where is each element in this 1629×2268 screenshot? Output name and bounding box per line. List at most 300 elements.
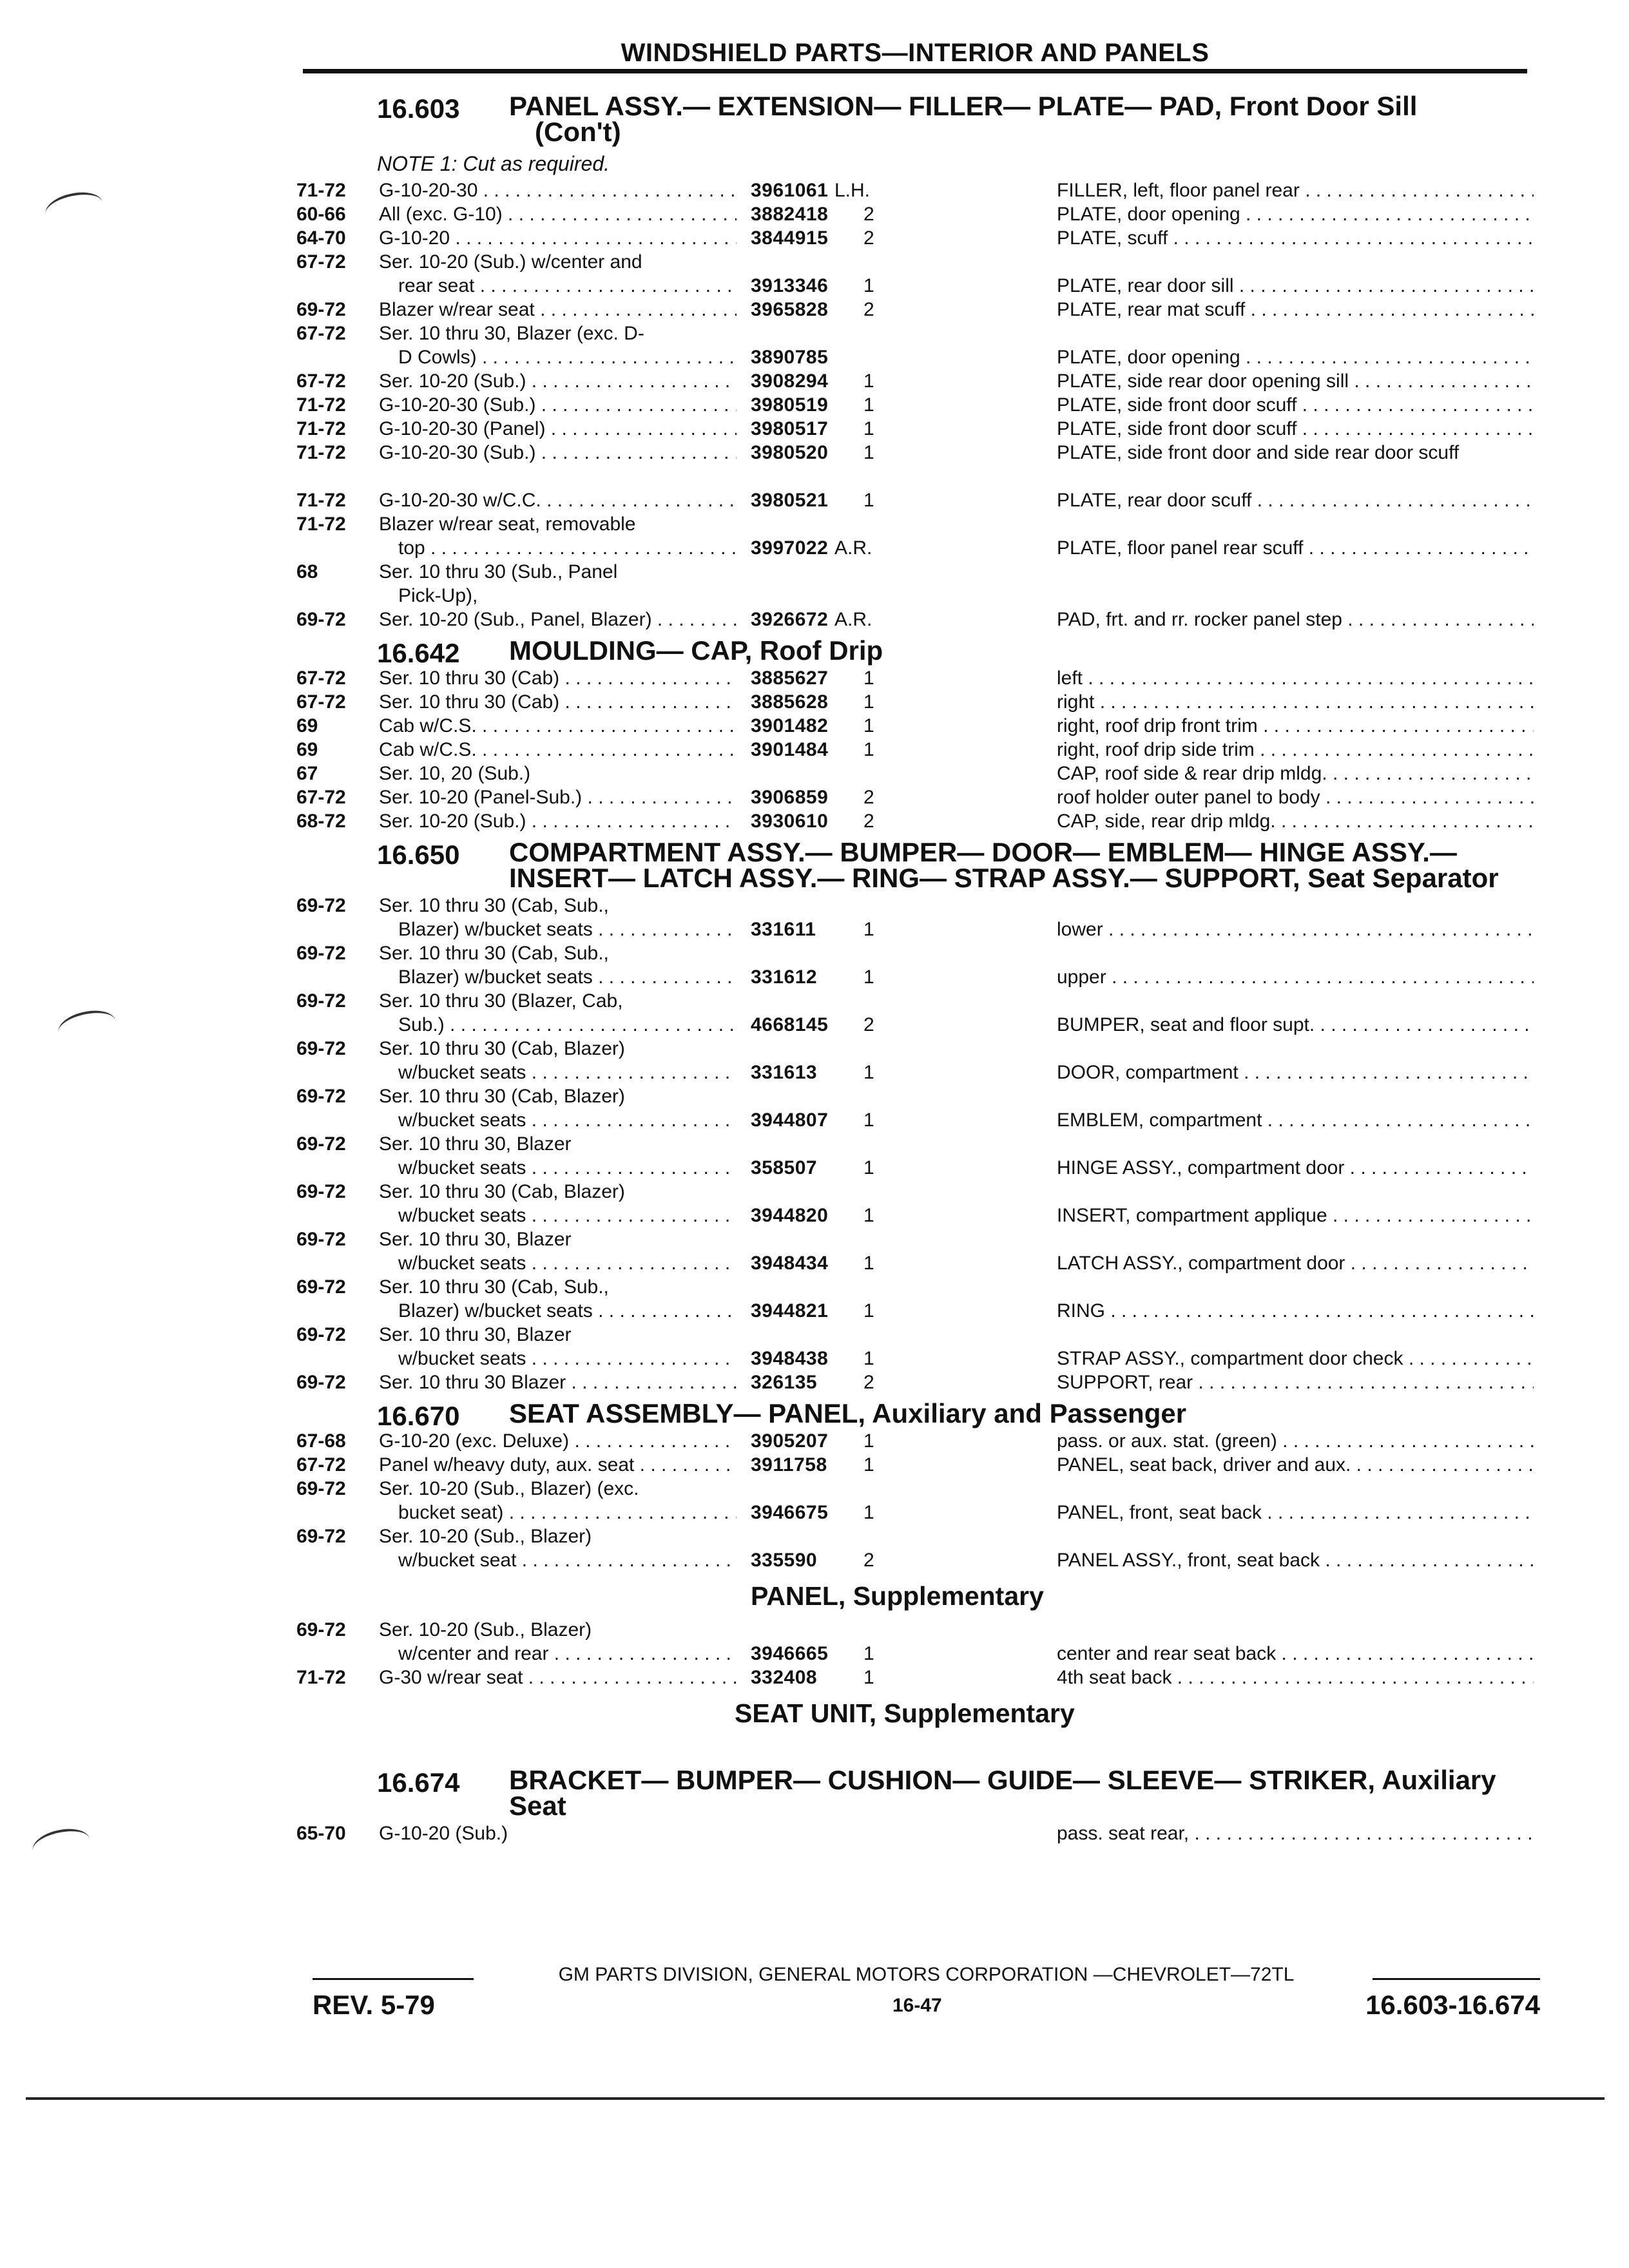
table-row (296, 1453, 1540, 1477)
application-description (379, 1084, 1023, 1132)
footer-rule-left (313, 1978, 474, 1980)
part-name: PLATE, side front door scuff . . . (1057, 417, 1534, 441)
application-description (379, 738, 1023, 762)
application-description (379, 714, 1023, 738)
section-heading (296, 1398, 1540, 1431)
application-line: rear seat . . . (379, 274, 737, 298)
application-description (379, 393, 1023, 417)
application-description (379, 666, 1023, 690)
part-name: PLATE, rear mat scuff . . . (1057, 298, 1534, 322)
application-line: Blazer) w/bucket seats . . . (379, 918, 737, 941)
application-line: G-10-20-30 (Sub.) . . . (379, 441, 737, 465)
model-years: 69-72 (296, 1526, 346, 1547)
part-number: 331611 (751, 919, 816, 940)
part-number: 3980517 (751, 418, 829, 439)
part-name: left . . . (1057, 666, 1534, 690)
footer-rule-right (1373, 1978, 1540, 1980)
model-years: 69-72 (296, 1086, 346, 1107)
model-years: 69-72 (296, 1276, 346, 1298)
model-years: 71-72 (296, 490, 346, 511)
quantity: 2 (863, 1550, 874, 1571)
application-description (379, 226, 1023, 250)
part-name: PLATE, side front door and side rear door scuff (1057, 442, 1460, 463)
application-line: Ser. 10, 20 (Sub.) (379, 763, 531, 784)
application-line: Ser. 10 thru 30, Blazer (exc. D- (379, 323, 644, 344)
part-name: lower . . . (1057, 918, 1534, 941)
section-heading (296, 837, 1540, 893)
quantity: 1 (863, 370, 874, 392)
part-name: right . . . (1057, 690, 1534, 714)
table-row (296, 894, 1540, 941)
table-row (296, 178, 1540, 202)
model-years: 67-72 (296, 668, 346, 689)
application-line: w/bucket seats . . . (379, 1347, 737, 1370)
section-range: 16.603-16.674 (1365, 1990, 1540, 2020)
application-line: Blazer w/rear seat . . . (379, 298, 737, 322)
table-row (296, 1821, 1540, 1845)
table-row (296, 369, 1540, 393)
part-number: 3948438 (751, 1348, 829, 1369)
model-years: 69-72 (296, 1229, 346, 1250)
model-years: 69 (296, 715, 318, 736)
application-description (379, 1180, 1023, 1227)
table-row (296, 809, 1540, 833)
part-name: PANEL ASSY., front, seat back . . . (1057, 1548, 1534, 1572)
part-number: 3926672 (751, 609, 829, 630)
application-line: Ser. 10 thru 30 (Cab, Sub., (379, 943, 609, 964)
application-description (379, 1477, 1023, 1524)
application-line: Cab w/C.S. . . . (379, 738, 737, 762)
quantity: 1 (863, 1253, 874, 1274)
table-row (296, 1524, 1540, 1572)
application-line: Ser. 10-20 (Sub., Blazer) (exc. (379, 1478, 639, 1499)
table-row (296, 762, 1540, 785)
table-row (296, 690, 1540, 714)
part-name: PANEL, front, seat back . . . (1057, 1501, 1534, 1524)
application-line: Ser. 10 thru 30 Blazer . . . (379, 1370, 737, 1394)
application-description (379, 488, 1023, 512)
quantity: 1 (863, 691, 874, 713)
model-years: 65-70 (296, 1823, 346, 1844)
quantity: 1 (863, 715, 874, 736)
section-rows (296, 1821, 1540, 1845)
section-rows (296, 1429, 1540, 1572)
application-line: Ser. 10 thru 30, Blazer (379, 1229, 572, 1250)
quantity: 1 (863, 1502, 874, 1523)
part-number: 3980519 (751, 394, 829, 416)
table-row (296, 560, 1540, 608)
part-number: 3948434 (751, 1253, 829, 1274)
application-line: w/bucket seats . . . (379, 1061, 737, 1084)
page-header (303, 39, 1527, 73)
part-number: 3911758 (751, 1454, 827, 1475)
application-line: Blazer) w/bucket seats . . . (379, 1299, 737, 1323)
table-row (296, 226, 1540, 250)
application-line: Ser. 10 thru 30 (Cab, Blazer) (379, 1181, 625, 1202)
sub-heading: PANEL, Supplementary (751, 1581, 1044, 1611)
model-years: 60-66 (296, 204, 346, 225)
quantity: 2 (863, 299, 874, 320)
table-row (296, 441, 1540, 488)
application-line: G-10-20 (exc. Deluxe) . . . (379, 1429, 737, 1453)
model-years: 68-72 (296, 811, 346, 832)
footer-row (313, 1990, 1540, 2023)
model-years: 69-72 (296, 609, 346, 630)
table-row (296, 1323, 1540, 1370)
application-description (379, 1370, 1023, 1394)
application-line: Ser. 10-20 (Sub., Panel, Blazer) . . . (379, 608, 737, 631)
part-number: 332408 (751, 1667, 818, 1688)
application-line: D Cowls) . . . (379, 345, 737, 369)
application-line: Pick-Up), (398, 585, 478, 606)
quantity: 2 (863, 811, 874, 832)
quantity: 1 (863, 966, 874, 988)
section-rows (296, 894, 1540, 1394)
quantity: 2 (863, 1014, 874, 1035)
part-name: PLATE, door opening . . . (1057, 345, 1534, 369)
model-years: 67-72 (296, 1454, 346, 1475)
application-description (379, 1821, 1023, 1845)
page-number: 16-47 (892, 1995, 942, 2016)
application-description (379, 298, 1023, 322)
quantity: 1 (863, 1157, 874, 1178)
quantity: 1 (863, 1454, 874, 1475)
quantity: 1 (863, 1062, 874, 1083)
application-line: Ser. 10 thru 30 (Sub., Panel (379, 561, 618, 582)
section-number: 16.670 (377, 1401, 460, 1431)
table-row (296, 1429, 1540, 1453)
application-line: Ser. 10 thru 30 (Cab) . . . (379, 666, 737, 690)
model-years: 69-72 (296, 1619, 346, 1640)
part-name: PANEL, seat back, driver and aux. . . . (1057, 1453, 1534, 1477)
application-line: Ser. 10 thru 30 (Blazer, Cab, (379, 990, 623, 1012)
table-row (296, 1227, 1540, 1275)
quantity: 1 (863, 1110, 874, 1131)
quantity: 1 (863, 668, 874, 689)
application-description (379, 762, 1023, 785)
model-years: 69-72 (296, 1038, 346, 1059)
quantity: 1 (863, 1205, 874, 1226)
application-line: G-10-20-30 w/C.C. . . . (379, 488, 737, 512)
model-years: 71-72 (296, 514, 346, 535)
model-years: 71-72 (296, 1667, 346, 1688)
application-description (379, 322, 1023, 369)
footer-publisher: GM PARTS DIVISION, GENERAL MOTORS CORPORATION —CHEVROLET—72TL (558, 1964, 1295, 1985)
application-line: Ser. 10-20 (Sub.) w/center and (379, 251, 642, 273)
model-years: 69-72 (296, 1181, 346, 1202)
part-number: 326135 (751, 1372, 818, 1393)
application-line: w/bucket seats . . . (379, 1251, 737, 1275)
header-rule (303, 69, 1527, 73)
quantity: A.R. (834, 537, 872, 559)
part-name: SUPPORT, rear . . . (1057, 1370, 1534, 1394)
table-row (296, 393, 1540, 417)
section-heading (296, 1767, 1540, 1819)
part-number: 3965828 (751, 299, 829, 320)
model-years: 67 (296, 763, 318, 784)
model-years: 69-72 (296, 1324, 346, 1345)
section-number: 16.650 (377, 840, 460, 870)
table-row (296, 666, 1540, 690)
bottom-rule (26, 2097, 1605, 2100)
table-row (296, 1618, 1540, 1666)
application-description (379, 785, 1023, 809)
model-years: 69-72 (296, 1133, 346, 1155)
application-description (379, 690, 1023, 714)
parts-list (296, 93, 1540, 1845)
quantity: A.R. (834, 609, 872, 630)
part-name: PLATE, rear door sill . . . (1057, 274, 1534, 298)
part-number: 3944807 (751, 1110, 829, 1131)
application-line: G-10-20-30 (Sub.) . . . (379, 393, 737, 417)
quantity: 1 (863, 418, 874, 439)
application-line: All (exc. G-10) . . . (379, 202, 737, 226)
part-number: 3997022 (751, 537, 829, 559)
table-row (296, 322, 1540, 369)
application-description (379, 1227, 1023, 1275)
part-name: INSERT, compartment applique . . . (1057, 1204, 1534, 1227)
application-description (379, 1132, 1023, 1180)
application-line: Blazer) w/bucket seats . . . (379, 965, 737, 989)
application-description (379, 441, 1023, 465)
application-description (379, 202, 1023, 226)
part-number: 331613 (751, 1062, 818, 1083)
application-description (379, 941, 1023, 989)
application-line: bucket seat) . . . (379, 1501, 737, 1524)
table-row (296, 608, 1540, 631)
application-line: Ser. 10 thru 30 (Cab, Sub., (379, 895, 609, 916)
application-line: w/bucket seats . . . (379, 1156, 737, 1180)
part-name: BUMPER, seat and floor supt. . . . (1057, 1013, 1534, 1037)
part-name: LATCH ASSY., compartment door . . . (1057, 1251, 1534, 1275)
table-row (296, 1666, 1540, 1689)
table-row (296, 512, 1540, 560)
model-years: 67-72 (296, 691, 346, 713)
table-row (296, 1477, 1540, 1524)
section-rows (296, 178, 1540, 631)
model-years: 67-72 (296, 787, 346, 808)
footer-publisher-line (313, 1964, 1540, 1986)
part-name: roof holder outer panel to body . . . (1057, 785, 1534, 809)
application-line: G-10-20-30 (Panel) . . . (379, 417, 737, 441)
part-number: 3906859 (751, 787, 829, 808)
part-number: 4668145 (751, 1014, 829, 1035)
section-title: MOULDING— CAP, Roof Drip (509, 635, 883, 666)
part-number: 3844915 (751, 227, 829, 249)
application-line: Ser. 10-20 (Sub., Blazer) (379, 1526, 592, 1547)
table-row (296, 417, 1540, 441)
model-years: 64-70 (296, 227, 346, 249)
quantity: 1 (863, 1643, 874, 1664)
section-number: 16.642 (377, 638, 460, 668)
part-name: EMBLEM, compartment . . . (1057, 1108, 1534, 1132)
quantity: 1 (863, 275, 874, 296)
application-description (379, 1275, 1023, 1323)
part-name: HINGE ASSY., compartment door . . . (1057, 1156, 1534, 1180)
table-row (296, 714, 1540, 738)
part-name: PAD, frt. and rr. rocker panel step . . . (1057, 608, 1534, 631)
revision-label: REV. 5-79 (313, 1990, 435, 2020)
quantity: 1 (863, 1667, 874, 1688)
part-name: DOOR, compartment . . . (1057, 1061, 1534, 1084)
application-description (379, 512, 1023, 560)
table-row (296, 202, 1540, 226)
table-row (296, 1370, 1540, 1394)
section-title: BRACKET— BUMPER— CUSHION— GUIDE— SLEEVE— STRIKER, Auxiliary Seat (509, 1765, 1496, 1821)
quantity: 1 (863, 442, 874, 463)
part-number: 3908294 (751, 370, 829, 392)
part-number: 3961061 (751, 180, 829, 201)
application-line: Ser. 10 thru 30 (Cab, Sub., (379, 1276, 609, 1298)
application-line: Ser. 10-20 (Sub., Blazer) (379, 1619, 592, 1640)
part-number: 3980520 (751, 442, 829, 463)
part-name: FILLER, left, floor panel rear . . . (1057, 178, 1534, 202)
application-description (379, 250, 1023, 298)
binder-hole-bottom (30, 1824, 93, 1865)
part-number: 3930610 (751, 811, 829, 832)
part-name: PLATE, rear door scuff . . . (1057, 488, 1534, 512)
section-title: SEAT ASSEMBLY— PANEL, Auxiliary and Passenger (509, 1398, 1187, 1428)
application-line: Ser. 10-20 (Sub.) . . . (379, 369, 737, 393)
binder-hole-top (43, 187, 106, 229)
model-years: 68 (296, 561, 318, 582)
model-years: 67-72 (296, 323, 346, 344)
application-description (379, 1453, 1023, 1477)
section-heading (296, 93, 1540, 145)
application-line: Ser. 10-20 (Sub.) . . . (379, 809, 737, 833)
application-line: G-10-20 . . . (379, 226, 737, 250)
part-name: PLATE, side rear door opening sill . . . (1057, 369, 1534, 393)
model-years: 69-72 (296, 990, 346, 1012)
part-name: upper . . . (1057, 965, 1534, 989)
table-row (296, 488, 1540, 512)
part-number: 3885628 (751, 691, 829, 713)
model-years: 71-72 (296, 394, 346, 416)
part-name: PLATE, door opening . . . (1057, 202, 1534, 226)
application-description (379, 989, 1023, 1037)
part-number: 3890785 (751, 347, 829, 368)
application-line: Ser. 10 thru 30 (Cab) . . . (379, 690, 737, 714)
model-years: 69-72 (296, 1478, 346, 1499)
quantity: 1 (863, 1430, 874, 1452)
application-line: w/center and rear . . . (379, 1642, 737, 1666)
part-number: 3946665 (751, 1643, 829, 1664)
application-description (379, 1323, 1023, 1370)
table-row (296, 298, 1540, 322)
section-heading (296, 635, 1540, 668)
section-rows (296, 666, 1540, 833)
quantity: 1 (863, 919, 874, 940)
application-line: G-30 w/rear seat . . . (379, 1666, 737, 1689)
model-years: 69-72 (296, 895, 346, 916)
part-name: PLATE, side front door scuff . . . (1057, 393, 1534, 417)
application-line: Cab w/C.S. . . . (379, 714, 737, 738)
table-row (296, 250, 1540, 298)
application-line: w/bucket seat . . . (379, 1548, 737, 1572)
part-name: CAP, roof side & rear drip mldg. . . . (1057, 762, 1534, 785)
part-number: 3901484 (751, 739, 829, 760)
part-name: right, roof drip front trim . . . (1057, 714, 1534, 738)
part-name: center and rear seat back . . . (1057, 1642, 1534, 1666)
table-row (296, 1132, 1540, 1180)
model-years: 69-72 (296, 1372, 346, 1393)
application-description (379, 560, 1023, 608)
section-subtitle: (Con't) (535, 117, 621, 147)
sub-section-rows (296, 1618, 1540, 1689)
table-row (296, 785, 1540, 809)
application-description (379, 608, 1023, 631)
model-years: 71-72 (296, 442, 346, 463)
part-number: 3944821 (751, 1300, 829, 1321)
application-description (379, 894, 1023, 941)
application-description (379, 1666, 1023, 1689)
part-name: 4th seat back . . . (1057, 1666, 1534, 1689)
application-description (379, 1524, 1023, 1572)
application-description (379, 369, 1023, 393)
part-number: 3882418 (751, 204, 829, 225)
application-description (379, 417, 1023, 441)
application-line: G-10-20 (Sub.) (379, 1823, 508, 1844)
application-line: Ser. 10 thru 30, Blazer (379, 1324, 572, 1345)
application-description (379, 1429, 1023, 1453)
application-line: Ser. 10 thru 30 (Cab, Blazer) (379, 1086, 625, 1107)
application-line: Ser. 10 thru 30, Blazer (379, 1133, 572, 1155)
model-years: 67-68 (296, 1430, 346, 1452)
part-number: 3901482 (751, 715, 829, 736)
part-name: PLATE, floor panel rear scuff . . . (1057, 536, 1534, 560)
part-number: 3980521 (751, 490, 829, 511)
part-number: 3944820 (751, 1205, 829, 1226)
model-years: 71-72 (296, 418, 346, 439)
model-years: 69-72 (296, 943, 346, 964)
application-line: top . . . (379, 536, 737, 560)
part-name: pass. seat rear, . . . (1057, 1821, 1534, 1845)
table-row (296, 941, 1540, 989)
section-number: 16.603 (377, 93, 460, 124)
part-number: 3913346 (751, 275, 829, 296)
application-description (379, 1037, 1023, 1084)
page-title: WINDSHIELD PARTS—INTERIOR AND PANELS (621, 39, 1210, 67)
application-line: Sub.) . . . (379, 1013, 737, 1037)
quantity: L.H. (834, 180, 871, 201)
table-row (296, 1275, 1540, 1323)
application-description (379, 809, 1023, 833)
quantity: 2 (863, 204, 874, 225)
part-number: 335590 (751, 1550, 818, 1571)
part-name: CAP, side, rear drip mldg. . . . (1057, 809, 1534, 833)
application-line: Blazer w/rear seat, removable (379, 514, 636, 535)
part-number: 3946675 (751, 1502, 829, 1523)
page-footer (313, 1964, 1540, 2023)
quantity: 1 (863, 490, 874, 511)
part-name: pass. or aux. stat. (green) . . . (1057, 1429, 1534, 1453)
model-years: 69-72 (296, 299, 346, 320)
table-row (296, 738, 1540, 762)
section-number: 16.674 (377, 1767, 460, 1798)
application-description (379, 1618, 1023, 1666)
application-line: w/bucket seats . . . (379, 1204, 737, 1227)
part-number: 3905207 (751, 1430, 829, 1452)
table-row (296, 1084, 1540, 1132)
section-title: COMPARTMENT ASSY.— BUMPER— DOOR— EMBLEM— HINGE ASSY.— INSERT— LATCH ASSY.— RING— STRAP ASSY.— SUPPORT, Seat Separator (509, 837, 1499, 893)
quantity: 1 (863, 1348, 874, 1369)
sub-heading: SEAT UNIT, Supplementary (735, 1698, 1075, 1728)
binder-hole-middle (55, 1006, 119, 1047)
table-row (296, 1037, 1540, 1084)
section-title: PANEL ASSY.— EXTENSION— FILLER— PLATE— PAD, Front Door Sill (509, 91, 1418, 121)
part-name: STRAP ASSY., compartment door check . . . (1057, 1347, 1534, 1370)
part-name: RING . . . (1057, 1299, 1534, 1323)
